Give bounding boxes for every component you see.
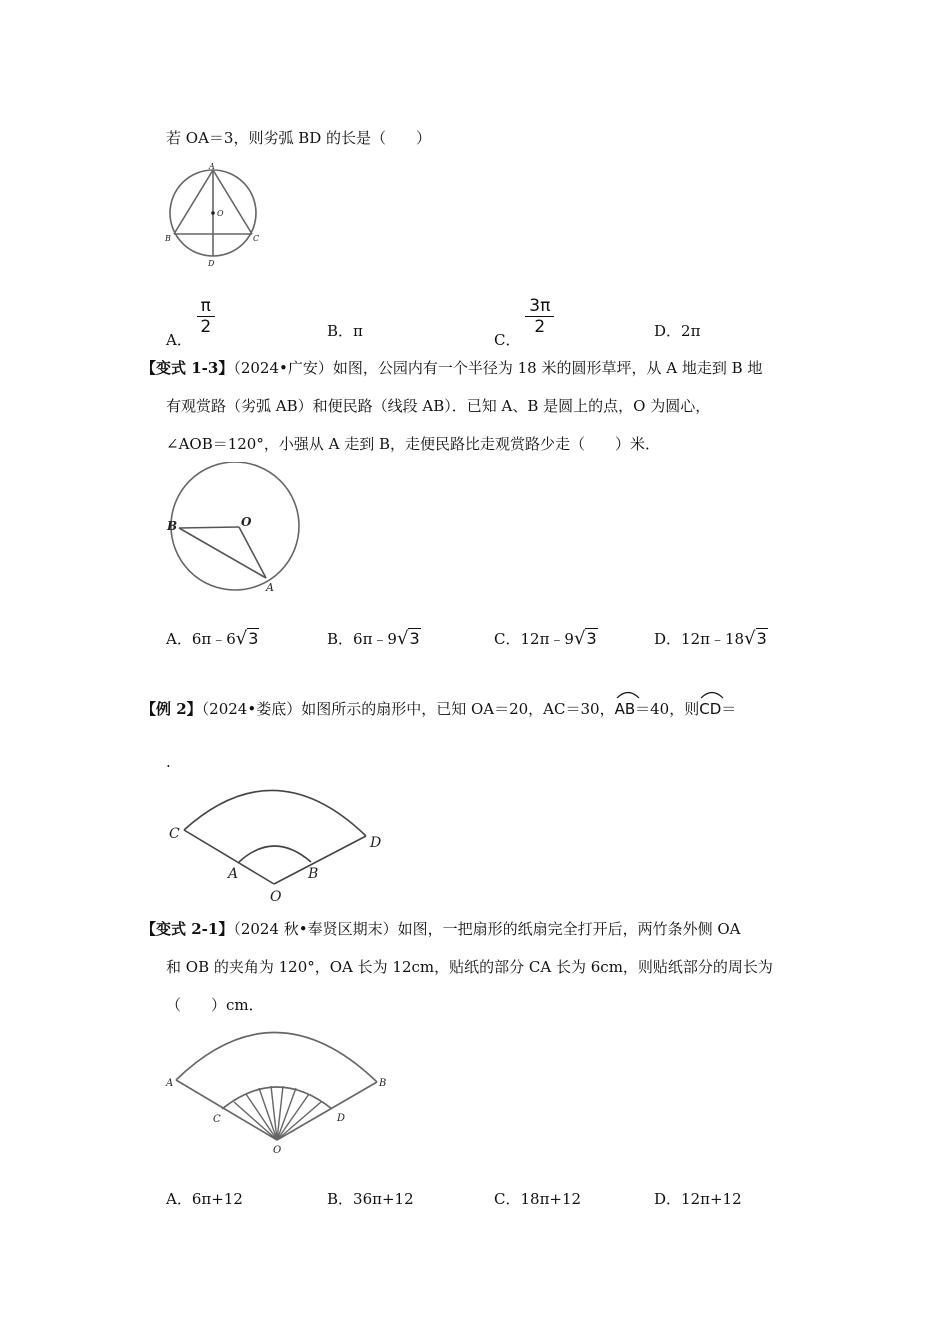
q1-stem: 若 OA＝3，则劣弧 BD 的长是（ ） bbox=[166, 129, 432, 147]
ex2-label-o: O bbox=[270, 889, 282, 905]
v13-label-o: O bbox=[241, 515, 252, 529]
q1-label-d: D bbox=[208, 259, 215, 268]
v13-option-b-sqrt: √3 bbox=[396, 628, 420, 649]
ex2-label-b: B bbox=[308, 866, 319, 882]
v13-label-a: A bbox=[266, 581, 274, 594]
ex2-figure bbox=[160, 778, 400, 906]
v21-figure bbox=[160, 1024, 400, 1159]
v13-option-a[interactable]: A．6π﹣6√3 bbox=[166, 628, 259, 649]
q1-option-a-fraction: $\frac{\pi}{2}$ bbox=[197, 296, 215, 337]
ex2-stem: 【例 2】（2024•娄底）如图所示的扇形中，已知 OA＝20，AC＝30， AB＝40，则 CD＝ bbox=[141, 693, 736, 719]
v13-tag: 【变式 1-3】 bbox=[141, 359, 234, 377]
q1-option-a[interactable]: A． $\frac{\pi}{2}$ bbox=[166, 290, 215, 331]
v21-tag: 【变式 2-1】 bbox=[141, 920, 234, 938]
v13-option-a-sqrt: √3 bbox=[235, 628, 259, 649]
ex2-arc-ab: AB bbox=[615, 693, 636, 719]
v13-line3: ∠AOB＝120°，小强从 A 走到 B，走便民路比走观赏路少走（ ）米． bbox=[166, 435, 661, 453]
v21-line3: （ ）cm． bbox=[166, 996, 264, 1014]
v21-label-a: A bbox=[166, 1078, 174, 1089]
v21-label-o: O bbox=[273, 1145, 282, 1156]
ex2-tag: 【例 2】 bbox=[141, 700, 202, 718]
q1-option-c[interactable]: C． $\frac{3\pi}{2}$ bbox=[494, 290, 554, 331]
q1-label-c: C bbox=[253, 234, 260, 243]
q1-option-d[interactable]: D．2π bbox=[654, 322, 701, 340]
v13-label-b: B bbox=[167, 519, 178, 533]
v21-option-d[interactable]: D．12π+12 bbox=[654, 1190, 742, 1208]
v21-label-c: C bbox=[213, 1114, 221, 1125]
q1-option-b[interactable]: B．π bbox=[327, 322, 363, 340]
v13-option-d[interactable]: D．12π﹣18√3 bbox=[654, 628, 767, 649]
q1-figure bbox=[160, 160, 270, 270]
v13-figure bbox=[160, 462, 310, 597]
ex2-label-a: A bbox=[228, 866, 239, 882]
v13-option-c-sqrt: √3 bbox=[573, 628, 597, 649]
v21-option-c[interactable]: C．18π+12 bbox=[494, 1190, 582, 1208]
ex2-blank: . bbox=[166, 753, 171, 771]
ex2-arc-cd: CD bbox=[699, 693, 721, 719]
q1-label-b: B bbox=[165, 234, 171, 243]
ex2-label-c: C bbox=[169, 826, 180, 842]
q1-option-c-fraction: $\frac{3\pi}{2}$ bbox=[525, 296, 554, 337]
v13-line2: 有观赏路（劣弧 AB）和便民路（线段 AB）．已知 A、B 是圆上的点，O 为圆心， bbox=[166, 397, 711, 415]
v13-option-d-sqrt: √3 bbox=[744, 628, 767, 649]
v21-label-d: D bbox=[337, 1113, 346, 1124]
v21-option-b[interactable]: B．36π+12 bbox=[327, 1190, 414, 1208]
v21-option-a[interactable]: A．6π+12 bbox=[166, 1190, 243, 1208]
v13-line1: 【变式 1-3】（2024•广安）如图，公园内有一个半径为 18 米的圆形草坪，从 A 地走到 B 地 bbox=[141, 359, 763, 377]
v13-option-b[interactable]: B．6π﹣9√3 bbox=[327, 628, 420, 649]
v13-option-c[interactable]: C．12π﹣9√3 bbox=[494, 628, 597, 649]
ex2-label-d: D bbox=[370, 835, 382, 851]
q1-label-a: A bbox=[209, 162, 215, 171]
v21-line1: 【变式 2-1】（2024 秋•奉贤区期末）如图，一把扇形的纸扇完全打开后，两竹条外侧 OA bbox=[141, 920, 741, 938]
v21-line2: 和 OB 的夹角为 120°，OA 长为 12cm，贴纸的部分 CA 长为 6cm，则贴纸部分的周长为 bbox=[166, 958, 773, 976]
v21-label-b: B bbox=[379, 1078, 387, 1089]
q1-label-o: O bbox=[217, 209, 224, 218]
